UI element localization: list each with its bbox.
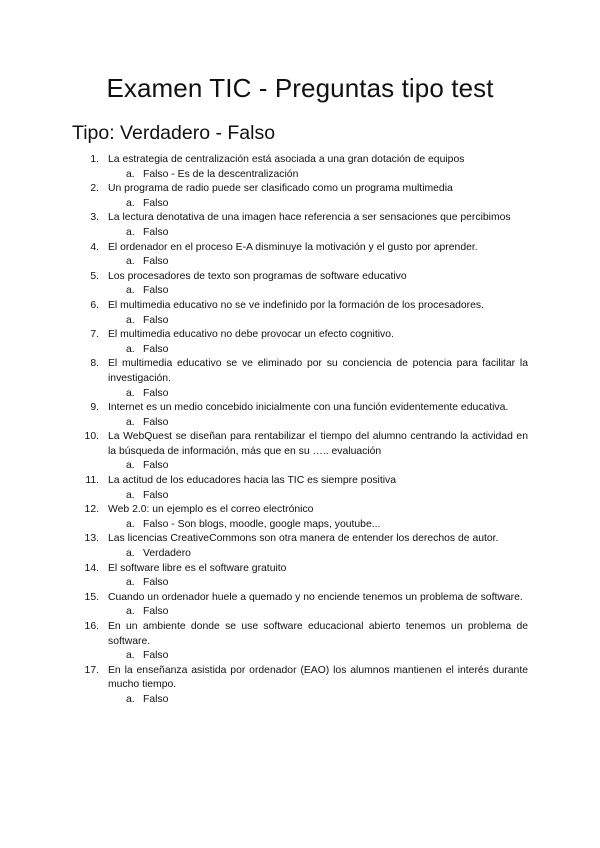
question-text: El multimedia educativo no se ve indefinido por la formación de los procesadores. <box>108 299 485 311</box>
answer-text: Falso - Son blogs, moodle, google maps, youtube... <box>143 518 381 530</box>
answer-text: Falso - Es de la descentralización <box>143 168 299 180</box>
answer-item <box>72 576 528 591</box>
question-text: Las licencias CreativeCommons son otra manera de entender los derechos de autor. <box>108 533 499 545</box>
answer-letter: a. <box>126 168 135 180</box>
question-item <box>72 357 528 386</box>
answer-text: Falso <box>143 226 169 238</box>
question-item <box>72 241 528 256</box>
question-number: 16. <box>84 621 99 632</box>
answer-text: Falso <box>143 606 169 618</box>
answer-letter: a. <box>126 460 135 472</box>
question-number: 11. <box>85 475 99 487</box>
question-text: El ordenador en el proceso E-A disminuye la motivación y el gusto por aprender. <box>108 241 478 253</box>
question-text: Internet es un medio concebido inicialmente con una función evidentemente educativa. <box>108 402 509 414</box>
answer-text: Verdadero <box>143 548 191 560</box>
answer-item <box>72 416 528 431</box>
question-number: 12. <box>84 504 99 516</box>
answer-item <box>72 489 528 504</box>
question-item <box>72 474 528 489</box>
answer-item <box>72 314 528 329</box>
answer-letter: a. <box>126 693 135 705</box>
question-number: 10. <box>84 431 99 443</box>
answer-letter: a. <box>126 285 135 297</box>
answer-item <box>72 605 528 620</box>
answer-text: Falso <box>143 387 169 399</box>
answer-letter: a. <box>126 197 135 209</box>
question-item <box>72 211 528 226</box>
question-item <box>72 591 528 606</box>
question-item <box>72 328 528 343</box>
question-number: 5. <box>90 270 99 282</box>
section-title: Tipo: Verdadero - Falso <box>72 122 276 144</box>
question-item <box>72 503 528 518</box>
answer-text: Falso <box>143 489 169 501</box>
answer-item <box>72 284 528 299</box>
question-text: La estrategia de centralización está asociada a una gran dotación de equipos <box>108 154 465 165</box>
question-item <box>72 153 528 168</box>
question-text: El multimedia educativo se ve eliminado por su conciencia de potencia para facilitar la investigación. <box>108 358 528 384</box>
answer-letter: a. <box>126 226 135 238</box>
answer-item <box>72 649 528 664</box>
question-text: Web 2.0: un ejemplo es el correo electrónico <box>108 504 314 516</box>
question-text: En un ambiente donde se use software educacional abierto tenemos un problema de software. <box>108 621 528 647</box>
answer-letter: a. <box>126 387 135 399</box>
answer-item <box>72 693 528 708</box>
answer-text: Falso <box>143 314 169 326</box>
question-number: 3. <box>90 212 99 224</box>
question-item <box>72 401 528 416</box>
answer-text: Falso <box>143 285 169 297</box>
question-number: 15. <box>84 591 99 603</box>
answer-item <box>72 547 528 562</box>
question-text: La actitud de los educadores hacia las TIC es siempre positiva <box>108 475 397 487</box>
question-number: 8. <box>90 358 99 370</box>
answer-text: Falso <box>143 197 169 209</box>
answer-item <box>72 459 528 474</box>
answer-item <box>72 255 528 270</box>
answer-text: Falso <box>143 577 169 589</box>
question-text: Los procesadores de texto son programas de software educativo <box>108 270 407 282</box>
question-text: La lectura denotativa de una imagen hace referencia a ser sensaciones que percibimos <box>108 212 511 224</box>
answer-text: Falso <box>143 693 169 705</box>
question-text: Un programa de radio puede ser clasificado como un programa multimedia <box>108 183 453 195</box>
answer-letter: a. <box>126 518 135 530</box>
question-item <box>72 430 528 459</box>
question-text: El multimedia educativo no debe provocar un efecto cognitivo. <box>108 329 394 341</box>
answer-text: Falso <box>143 416 169 428</box>
answer-letter: a. <box>126 489 135 501</box>
question-item <box>72 620 528 649</box>
answer-letter: a. <box>126 314 135 326</box>
answer-letter: a. <box>126 548 135 560</box>
question-text: La WebQuest se diseñan para rentabilizar el tiempo del alumno centrando la actividad en la búsqueda de información, más que en su ….. evaluación <box>108 431 528 457</box>
question-number: 13. <box>84 533 99 545</box>
answer-text: Falso <box>143 256 169 268</box>
answer-item <box>72 168 528 183</box>
question-number: 14. <box>84 562 99 574</box>
document-title: Examen TIC - Preguntas tipo test <box>106 73 494 103</box>
question-item <box>72 299 528 314</box>
question-number: 7. <box>90 329 99 341</box>
question-list <box>72 153 528 708</box>
answer-text: Falso <box>143 460 169 472</box>
question-item <box>72 664 528 693</box>
answer-letter: a. <box>126 256 135 268</box>
answer-text: Falso <box>143 343 169 355</box>
answer-letter: a. <box>126 577 135 589</box>
question-item <box>72 532 528 547</box>
question-number: 1. <box>90 154 99 165</box>
question-number: 17. <box>84 664 99 676</box>
question-item <box>72 270 528 285</box>
answer-item <box>72 387 528 402</box>
answer-letter: a. <box>126 343 135 355</box>
question-number: 4. <box>90 241 99 253</box>
answer-letter: a. <box>126 606 135 618</box>
answer-item <box>72 343 528 358</box>
question-number: 2. <box>90 183 99 195</box>
question-number: 6. <box>90 299 99 311</box>
answer-item <box>72 226 528 241</box>
question-text: El software libre es el software gratuito <box>108 562 287 574</box>
answer-item <box>72 197 528 212</box>
question-item <box>72 182 528 197</box>
answer-text: Falso <box>143 650 169 662</box>
answer-letter: a. <box>126 416 135 428</box>
answer-letter: a. <box>126 650 135 662</box>
question-item <box>72 562 528 577</box>
question-text: Cuando un ordenador huele a quemado y no enciende tenemos un problema de software. <box>108 591 523 603</box>
question-number: 9. <box>90 402 99 414</box>
answer-item <box>72 518 528 533</box>
question-text: En la enseñanza asistida por ordenador (EAO) los alumnos mantienen el interés durante mucho tiempo. <box>108 664 528 691</box>
